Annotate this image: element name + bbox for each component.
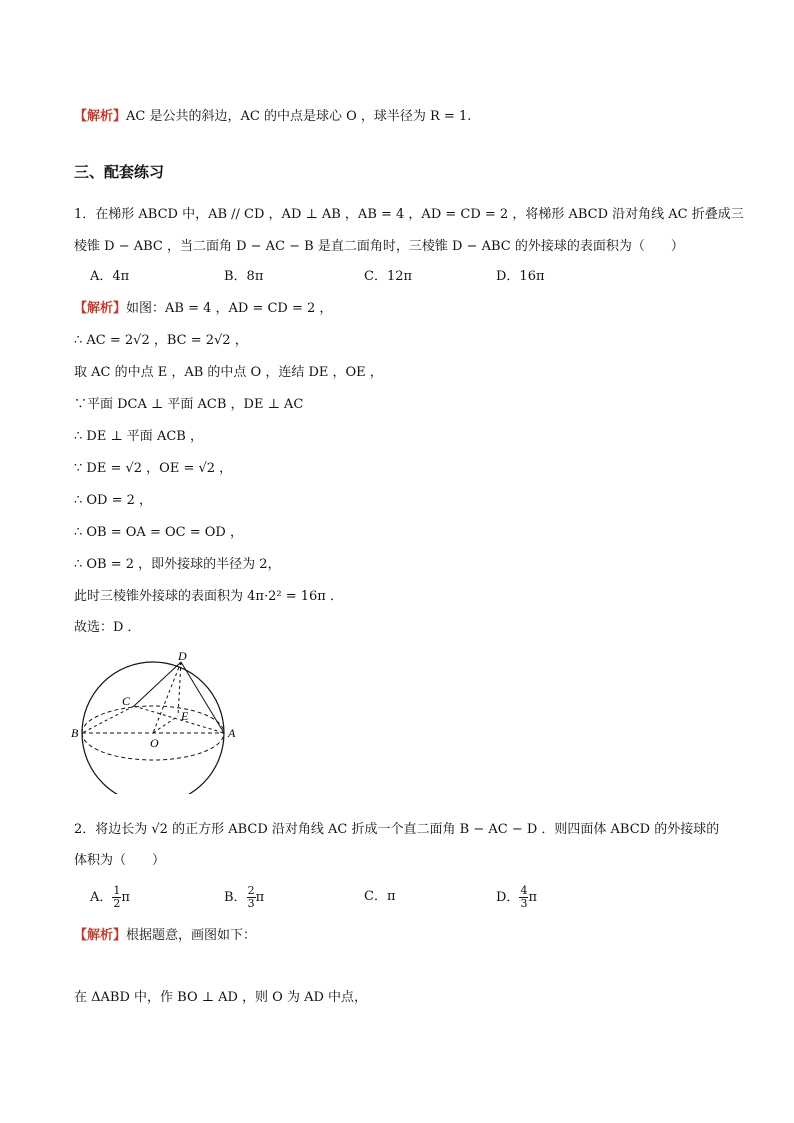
option-letter: D．	[496, 890, 520, 905]
numerator: 1	[113, 884, 121, 897]
q1-stem-line2: 棱锥 D − ABC ，当二面角 D − AC − B 是直二面角时，三棱锥 D − ABC 的外接球的表面积为（ ）	[74, 239, 684, 254]
option-letter: B．	[224, 890, 247, 905]
sphere-figure	[66, 648, 246, 794]
segment-dc	[134, 662, 181, 706]
q2-solution-line	[74, 927, 256, 945]
q2-option-a	[90, 885, 130, 910]
numerator: 4	[520, 884, 528, 897]
q1-step: ∴ OB = 2 ，即外接球的半径为 2，	[74, 557, 281, 572]
equator-back	[82, 706, 224, 733]
segment-do	[153, 662, 181, 733]
q2-stem-line2: 体积为（ ）	[74, 853, 166, 868]
label-b: B	[71, 726, 79, 740]
q1-option-a: A．4π	[90, 269, 130, 284]
solution-label: 【解析】	[74, 109, 127, 124]
q1-step: ∵ DE = √2 ，OE = √2 ，	[74, 461, 233, 476]
label-o: O	[150, 736, 159, 750]
fraction	[247, 885, 256, 910]
q1-step: ∴ OD = 2 ，	[74, 493, 153, 508]
label-c: C	[122, 694, 131, 708]
q2-stem-line1: 2．将边长为 √2 的正方形 ABCD 沿对角线 AC 折成一个直二面角 B − AC − D ．则四面体 ABCD 的外接球的	[74, 822, 720, 837]
q1-option-c: C．12π	[364, 269, 413, 284]
pi-symbol: π	[528, 890, 537, 905]
q2-option-d	[496, 885, 537, 910]
option-value: π	[386, 889, 396, 904]
solution-label: 【解析】	[74, 301, 127, 316]
q1-solution-line	[74, 300, 332, 318]
pi-symbol: π	[121, 890, 130, 905]
denominator: 3	[520, 897, 528, 910]
section-title: 三、配套练习	[74, 163, 165, 181]
denominator: 3	[247, 897, 255, 910]
q1-step: ∴ DE ⊥ 平面 ACB ，	[74, 429, 203, 444]
q2-last-line: 在 ΔABD 中，作 BO ⊥ AD ，则 O 为 AD 中点，	[74, 990, 368, 1005]
q1-step: 故选：D ．	[74, 620, 141, 635]
pi-symbol: π	[255, 890, 265, 905]
q2-option-b	[224, 885, 264, 910]
q1-step: 取 AC 的中点 E ，AB 的中点 O ，连结 DE ，OE ，	[74, 365, 383, 380]
option-letter: A．	[90, 890, 113, 905]
denominator: 2	[113, 897, 121, 910]
option-letter: C．	[364, 889, 387, 904]
label-d: D	[178, 649, 187, 663]
q1-step: 此时三棱锥外接球的表面积为 4π·2² = 16π ．	[74, 589, 343, 604]
q1-step: ∵平面 DCA ⊥ 平面 ACB ，DE ⊥ AC	[74, 397, 304, 412]
intro-text: AC 是公共的斜边，AC 的中点是球心 O ，球半径为 R = 1.	[126, 109, 472, 124]
q2-solution-text: 根据题意，画图如下：	[126, 928, 257, 943]
numerator: 2	[247, 884, 255, 897]
q2-option-c	[364, 888, 396, 906]
label-a: A	[228, 726, 236, 740]
q1-stem-line1: 1．在梯形 ABCD 中，AB // CD ，AD ⊥ AB ，AB = 4 ，AD = CD = 2 ，将梯形 ABCD 沿对角线 AC 折叠成三	[74, 207, 744, 222]
q1-option-b: B．8π	[224, 269, 264, 284]
solution-label: 【解析】	[74, 928, 127, 943]
intro-line	[74, 108, 471, 126]
q1-option-d: D．16π	[496, 269, 545, 284]
q1-step: ∴ OB = OA = OC = OD ，	[74, 525, 243, 540]
label-e: E	[181, 709, 189, 723]
q1-step: ∴ AC = 2√2 ，BC = 2√2 ，	[74, 333, 248, 348]
q1-solution-first: 如图：AB = 4 ，AD = CD = 2 ，	[126, 301, 333, 316]
segment-cb	[82, 706, 134, 733]
sphere-outline	[82, 662, 224, 794]
